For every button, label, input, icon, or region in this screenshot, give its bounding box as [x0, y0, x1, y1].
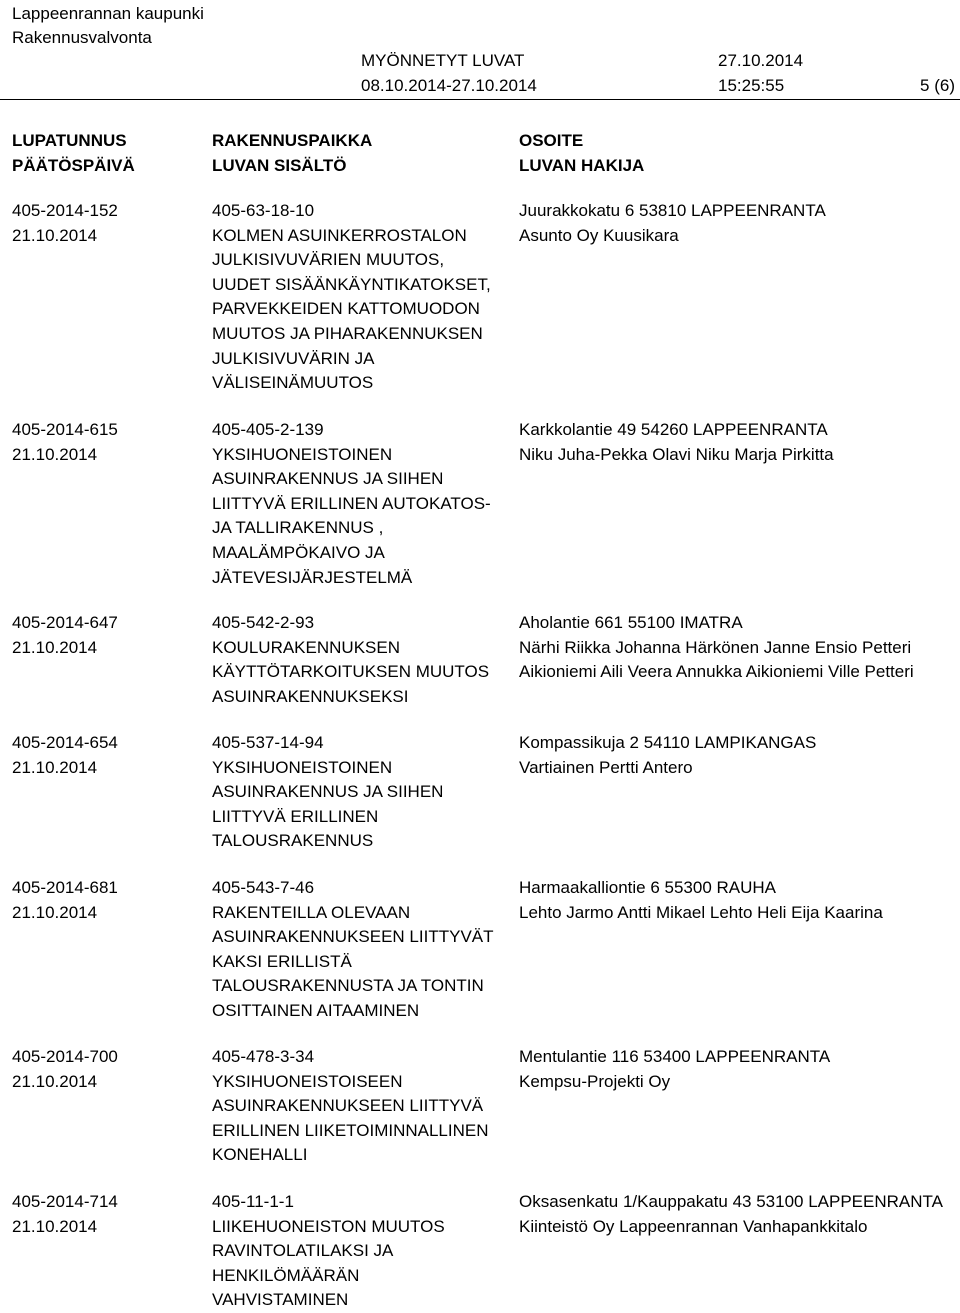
permit-content-line: LIITTYVÄ ERILLINEN	[212, 806, 379, 826]
site-id: 405-537-14-94	[212, 733, 324, 752]
permit-id-cell	[12, 418, 118, 467]
decision-date: 21.10.2014	[12, 225, 98, 245]
permit-content-line: ASUINRAKENNUS JA SIIHEN	[212, 469, 444, 489]
report-title-block	[361, 48, 537, 98]
site-id: 405-63-18-10	[212, 201, 315, 220]
column-label-address: OSOITE	[519, 131, 584, 150]
column-label-applicant: LUVAN HAKIJA	[519, 156, 645, 175]
address-applicant-cell	[519, 731, 816, 780]
site-content-cell	[212, 1190, 445, 1313]
address-applicant-cell	[519, 1045, 830, 1094]
permit-content-line: ERILLINEN LIIKETOIMINNALLINEN	[212, 1120, 489, 1140]
applicant-line: Asunto Oy Kuusikara	[519, 225, 679, 245]
column-label-content: LUVAN SISÄLTÖ	[212, 156, 347, 175]
permit-content-line: TALOUSRAKENNUS	[212, 831, 374, 851]
permit-id: 405-2014-615	[12, 420, 118, 439]
permit-content-line: LIITTYVÄ ERILLINEN AUTOKATOS-	[212, 493, 491, 513]
print-date: 27.10.2014	[718, 51, 804, 70]
column-label-permit-id: LUPATUNNUS	[12, 131, 127, 150]
decision-date: 21.10.2014	[12, 902, 98, 922]
applicant-line: Vartiainen Pertti Antero	[519, 757, 693, 777]
applicant-line: Aikioniemi Aili Veera Annukka Aikioniemi Ville Petteri	[519, 662, 914, 682]
department-name: Rakennusvalvonta	[12, 28, 152, 47]
permit-content-line: PARVEKKEIDEN KATTOMUODON	[212, 299, 480, 319]
header-left	[12, 2, 204, 50]
address: Oksasenkatu 1/Kauppakatu 43 53100 LAPPEENRANTA	[519, 1192, 943, 1211]
applicant-line: Kiinteistö Oy Lappeenrannan Vanhapankkitalo	[519, 1216, 868, 1236]
address: Mentulantie 116 53400 LAPPEENRANTA	[519, 1047, 831, 1066]
permit-content-line: YKSIHUONEISTOINEN	[212, 757, 393, 777]
address-applicant-cell	[519, 876, 883, 925]
address: Juurakkokatu 6 53810 LAPPEENRANTA	[519, 201, 826, 220]
applicant-line: Kempsu-Projekti Oy	[519, 1071, 671, 1091]
address: Harmaakalliontie 6 55300 RAUHA	[519, 878, 777, 897]
permit-content-line: MAALÄMPÖKAIVO JA	[212, 542, 385, 562]
permit-id-cell	[12, 1045, 118, 1094]
permit-content-line: JA TALLIRAKENNUS ,	[212, 518, 384, 538]
permit-id: 405-2014-647	[12, 613, 118, 632]
site-id: 405-543-7-46	[212, 878, 315, 897]
site-id: 405-542-2-93	[212, 613, 315, 632]
permit-id-cell	[12, 1190, 118, 1239]
permit-id: 405-2014-654	[12, 733, 118, 752]
decision-date: 21.10.2014	[12, 637, 98, 657]
decision-date: 21.10.2014	[12, 444, 98, 464]
applicant-line: Niku Juha-Pekka Olavi Niku Marja Pirkitta	[519, 444, 834, 464]
decision-date: 21.10.2014	[12, 757, 98, 777]
date-range: 08.10.2014-27.10.2014	[361, 76, 537, 95]
permit-content-line: LIIKEHUONEISTON MUUTOS	[212, 1216, 445, 1236]
permit-content-line: KOLMEN ASUINKERROSTALON	[212, 225, 467, 245]
permit-content-line: UUDET SISÄÄNKÄYNTIKATOKSET,	[212, 274, 491, 294]
address-applicant-cell	[519, 199, 826, 248]
permit-content-line: JULKISIVUVÄRIN JA	[212, 348, 375, 368]
permit-id: 405-2014-681	[12, 878, 118, 897]
permit-content-line: ASUINRAKENNUKSEKSI	[212, 686, 409, 706]
print-timestamp	[718, 48, 803, 98]
permit-content-line: KAKSI ERILLISTÄ	[212, 951, 352, 971]
address: Aholantie 661 55100 IMATRA	[519, 613, 743, 632]
permit-content-line: RAVINTOLATILAKSI JA	[212, 1241, 394, 1261]
site-content-cell	[212, 731, 443, 854]
permit-content-line: YKSIHUONEISTOISEEN	[212, 1071, 403, 1091]
permit-content-line: RAKENTEILLA OLEVAAN	[212, 902, 411, 922]
permit-content-line: TALOUSRAKENNUSTA JA TONTIN	[212, 976, 484, 996]
site-content-cell	[212, 199, 491, 396]
permit-id: 405-2014-700	[12, 1047, 118, 1066]
site-content-cell	[212, 876, 494, 1024]
header-divider	[0, 99, 960, 100]
permit-content-line: MUUTOS JA PIHARAKENNUKSEN	[212, 323, 483, 343]
permit-content-line: JULKISIVUVÄRIEN MUUTOS,	[212, 250, 445, 270]
site-id: 405-478-3-34	[212, 1047, 315, 1066]
column-header-permit	[12, 128, 135, 178]
permit-content-line: YKSIHUONEISTOINEN	[212, 444, 393, 464]
permit-id-cell	[12, 199, 118, 248]
decision-date: 21.10.2014	[12, 1071, 98, 1091]
print-time: 15:25:55	[718, 76, 785, 95]
permit-content-line: JÄTEVESIJÄRJESTELMÄ	[212, 567, 413, 587]
permit-id-cell	[12, 731, 118, 780]
organization-name: Lappeenrannan kaupunki	[12, 4, 204, 23]
address: Kompassikuja 2 54110 LAMPIKANGAS	[519, 733, 817, 752]
column-header-site	[212, 128, 372, 178]
permit-id: 405-2014-152	[12, 201, 118, 220]
permit-content-line: ASUINRAKENNUKSEEN LIITTYVÄ	[212, 1096, 484, 1116]
decision-date: 21.10.2014	[12, 1216, 98, 1236]
permit-id: 405-2014-714	[12, 1192, 118, 1211]
report-title: MYÖNNETYT LUVAT	[361, 51, 525, 70]
site-id: 405-11-1-1	[212, 1192, 294, 1211]
site-id: 405-405-2-139	[212, 420, 324, 439]
permit-content-line: ASUINRAKENNUS JA SIIHEN	[212, 782, 444, 802]
address-applicant-cell	[519, 418, 834, 467]
address-applicant-cell	[519, 611, 914, 685]
applicant-line: Lehto Jarmo Antti Mikael Lehto Heli Eija Kaarina	[519, 902, 883, 922]
applicant-line: Närhi Riikka Johanna Härkönen Janne Ensio Petteri	[519, 637, 912, 657]
permit-content-line: KONEHALLI	[212, 1145, 308, 1165]
column-label-site: RAKENNUSPAIKKA	[212, 131, 373, 150]
address: Karkkolantie 49 54260 LAPPEENRANTA	[519, 420, 828, 439]
permit-content-line: VÄLISEINÄMUUTOS	[212, 373, 374, 393]
site-content-cell	[212, 418, 491, 590]
permit-id-cell	[12, 876, 118, 925]
permit-content-line: KÄYTTÖTARKOITUKSEN MUUTOS	[212, 662, 490, 682]
page-number: 5 (6)	[920, 76, 955, 95]
permit-id-cell	[12, 611, 118, 660]
permit-content-line: HENKILÖMÄÄRÄN	[212, 1265, 360, 1285]
permit-content-line: VAHVISTAMINEN	[212, 1290, 349, 1310]
site-content-cell	[212, 1045, 489, 1168]
column-label-decision-date: PÄÄTÖSPÄIVÄ	[12, 156, 135, 175]
site-content-cell	[212, 611, 489, 709]
permit-content-line: KOULURAKENNUKSEN	[212, 637, 400, 657]
permit-content-line: ASUINRAKENNUKSEEN LIITTYVÄT	[212, 927, 494, 947]
permit-content-line: OSITTAINEN AITAAMINEN	[212, 1000, 420, 1020]
column-header-address	[519, 128, 644, 178]
address-applicant-cell	[519, 1190, 943, 1239]
